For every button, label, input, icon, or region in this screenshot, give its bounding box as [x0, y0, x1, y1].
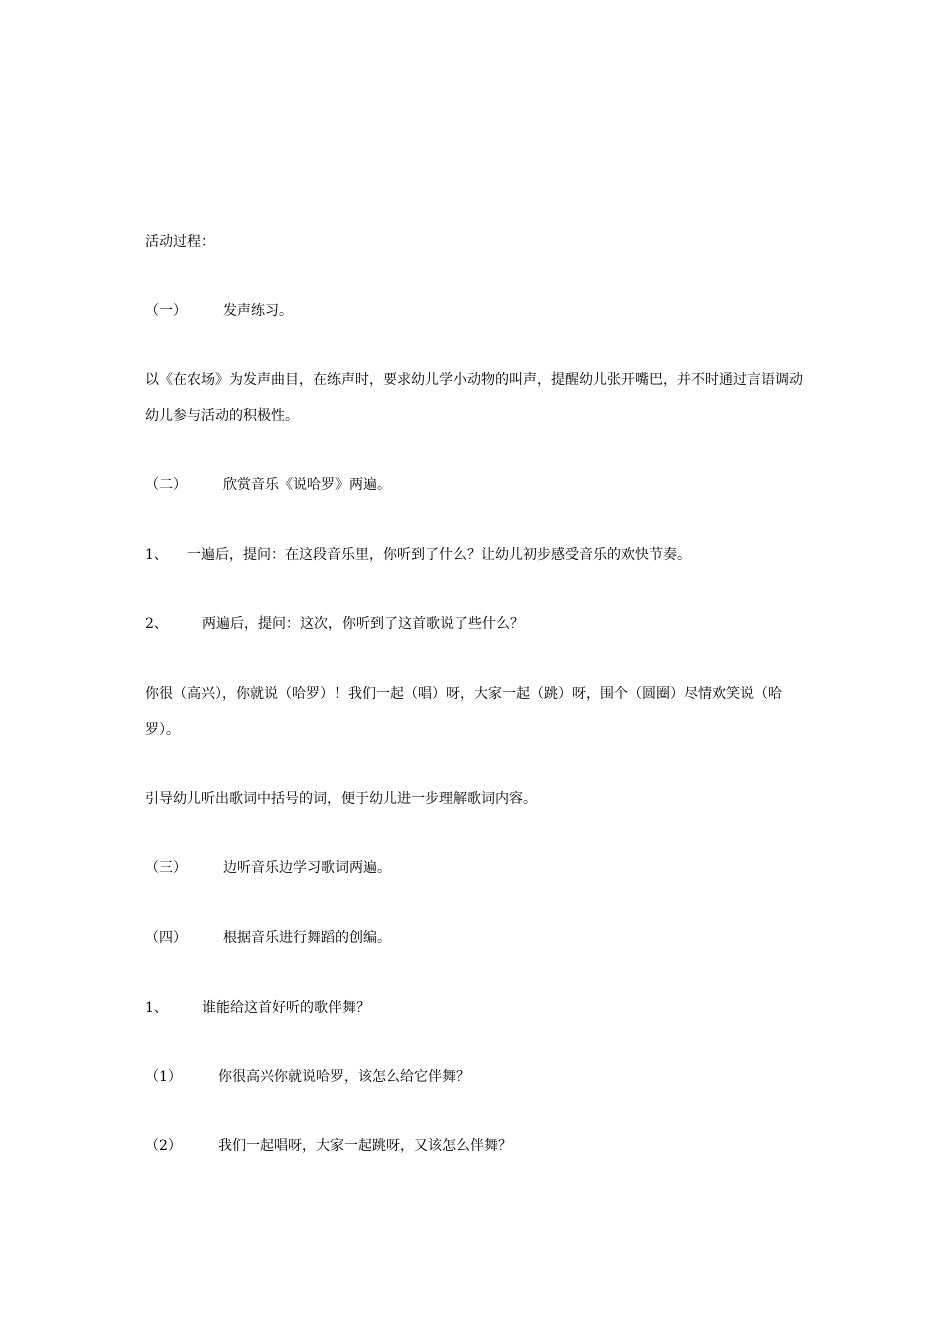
- paragraph-guidance: 引导幼儿听出歌词中括号的词，便于幼儿进一步理解歌词内容。: [145, 791, 537, 807]
- sub-item-1: [145, 1067, 470, 1087]
- section-4-label: （四）: [145, 930, 187, 946]
- list-item-2: [145, 614, 524, 634]
- sub-item-2: [145, 1136, 512, 1156]
- list-item-1-label: 1、: [145, 547, 168, 563]
- list-item-1-text: 一遍后，提问：在这段音乐里，你听到了什么？让幼儿初步感受音乐的欢快节奏。: [187, 547, 691, 563]
- section-1-text: 发声练习。: [223, 303, 293, 319]
- section-4: [145, 928, 391, 948]
- section-2-text: 欣赏音乐《说哈罗》两遍。: [223, 477, 391, 493]
- list-item-1: [145, 545, 691, 565]
- section-3: [145, 858, 391, 878]
- section-2-label: （二）: [145, 477, 187, 493]
- section-4-text: 根据音乐进行舞蹈的创编。: [223, 930, 391, 946]
- section-1: [145, 301, 293, 321]
- section-2: [145, 475, 391, 495]
- section-3-text: 边听音乐边学习歌词两遍。: [223, 860, 391, 876]
- sub-item-2-text: 我们一起唱呀，大家一起跳呀，又该怎么伴舞？: [218, 1138, 512, 1154]
- paragraph-vocal-exercise: 以《在农场》为发声曲目，在练声时，要求幼儿学小动物的叫声，提醒幼儿张开嘴巴，并不时通过言语调动幼儿参与活动的积极性。: [145, 372, 803, 424]
- list-item-2-text: 两遍后，提问：这次，你听到了这首歌说了些什么？: [202, 616, 524, 632]
- section-3-label: （三）: [145, 860, 187, 876]
- list-item-3-label: 1、: [145, 1000, 168, 1016]
- sub-item-2-label: （2）: [145, 1138, 182, 1154]
- list-item-3-text: 谁能给这首好听的歌伴舞？: [202, 1000, 370, 1016]
- section-1-label: （一）: [145, 303, 187, 319]
- list-item-3: [145, 998, 370, 1018]
- section-heading: 活动过程：: [145, 234, 215, 250]
- sub-item-1-text: 你很高兴你就说哈罗，该怎么给它伴舞？: [218, 1069, 470, 1085]
- list-item-2-label: 2、: [145, 616, 168, 632]
- paragraph-lyrics: 你很（高兴），你就说（哈罗）！我们一起（唱）呀，大家一起（跳）呀，围个（圆圈）尽情欢笑说（哈罗）。: [145, 686, 782, 738]
- sub-item-1-label: （1）: [145, 1069, 182, 1085]
